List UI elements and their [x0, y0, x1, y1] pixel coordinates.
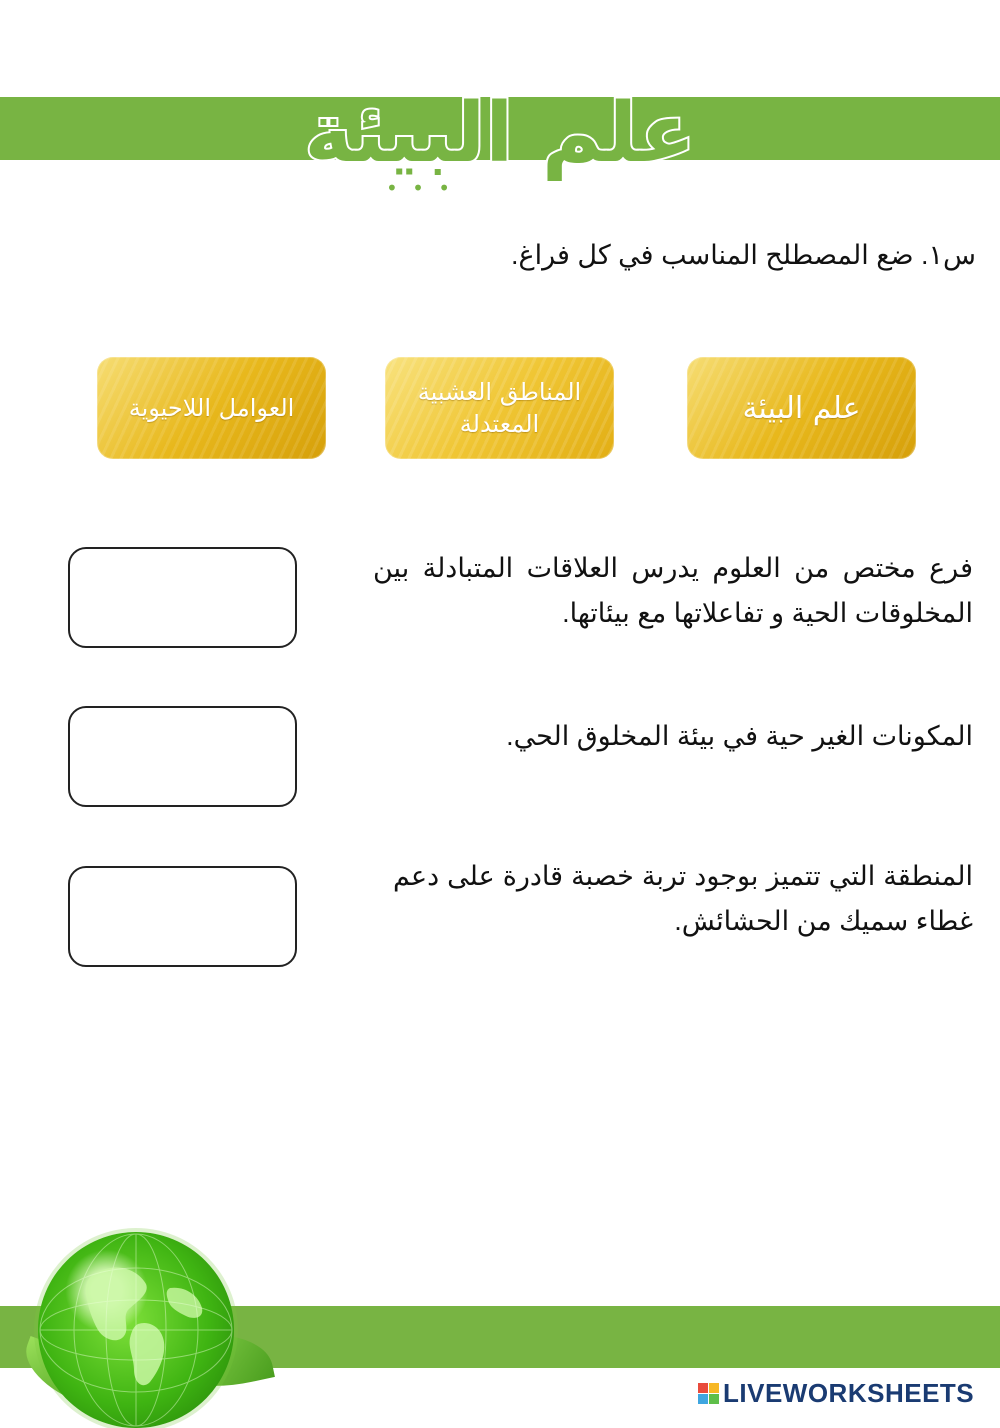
option-chip-abiotic-factors[interactable]: العوامل اللاحيوية — [97, 357, 326, 459]
watermark-text: LIVEWORKSHEETS — [723, 1377, 975, 1408]
title-decoration-dots: • • • — [386, 176, 455, 200]
item-2-text: المكونات الغير حية في بيئة المخلوق الحي. — [506, 721, 973, 751]
item-3-answer-box[interactable] — [68, 866, 297, 967]
liveworksheets-logo-icon — [698, 1383, 719, 1404]
item-1-text: فرع مختص من العلوم يدرس العلاقات المتبادلة بين المخلوقات الحية و تفاعلاتها مع بيئاتها. — [373, 553, 973, 628]
item-1-answer-box[interactable] — [68, 547, 297, 648]
item-2-answer-box[interactable] — [68, 706, 297, 807]
liveworksheets-watermark — [698, 1378, 974, 1408]
option-chip-temperate-grasslands[interactable]: المناطق العشبية المعتدلة — [385, 357, 614, 459]
item-3-text: المنطقة التي تتميز بوجود تربة خصبة قادرة على دعم غطاء سميك من الحشائش. — [393, 861, 973, 936]
earth-globe-icon — [38, 1232, 234, 1428]
question-prompt: س١. ضع المصطلح المناسب في كل فراغ. — [510, 240, 976, 270]
option-chip-ecology[interactable]: علم البيئة — [687, 357, 916, 459]
globe-continents — [38, 1232, 234, 1428]
page-title: علم البيئة — [304, 85, 696, 181]
